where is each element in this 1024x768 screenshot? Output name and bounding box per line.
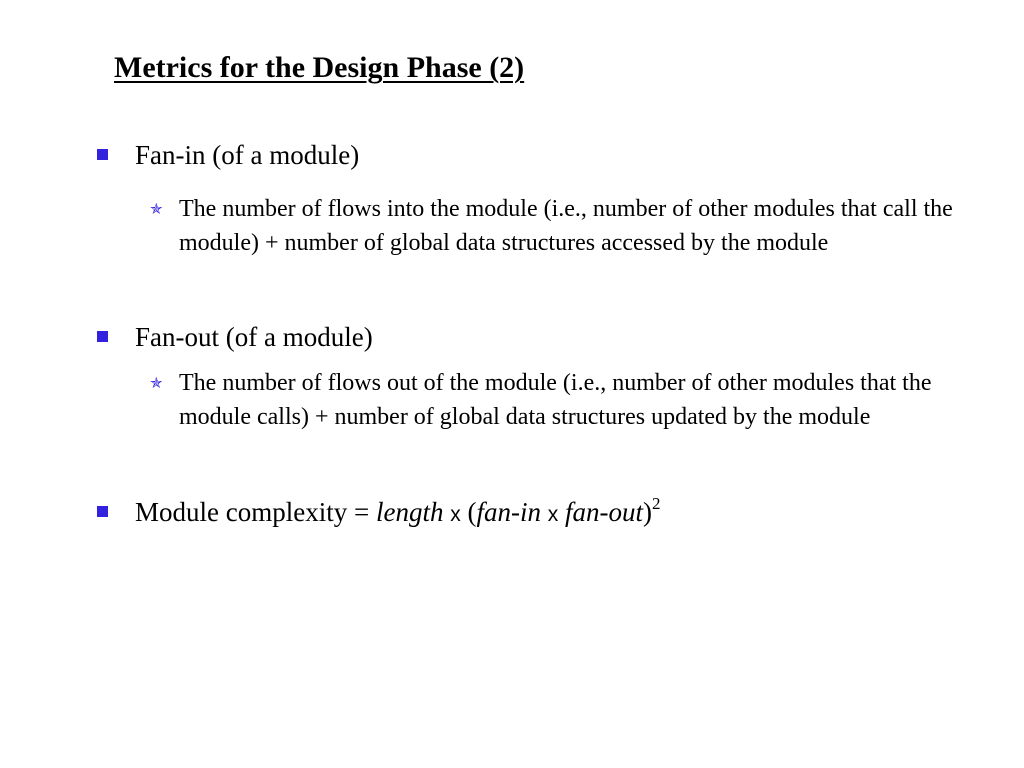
sub-bullet-fan-out xyxy=(150,366,970,434)
formula-open-paren: ( xyxy=(467,497,477,527)
star-bullet-icon: ✯ xyxy=(150,200,163,218)
formula-length: length xyxy=(375,497,444,527)
sub-bullet-text: The number of flows into the module (i.e., number of other modules that call the module) + number of global data structures accessed by the module xyxy=(179,196,953,256)
bullet-label: Fan-out (of a module) xyxy=(135,322,373,352)
square-bullet-icon xyxy=(97,331,108,342)
formula-times: x xyxy=(450,503,461,526)
formula-exponent: 2 xyxy=(651,494,661,513)
formula-fan-in: fan-in xyxy=(476,497,541,527)
bullet-label: Fan-in (of a module) xyxy=(135,140,360,170)
formula xyxy=(135,495,660,532)
formula-close-paren: ) xyxy=(642,497,652,527)
square-bullet-icon xyxy=(97,506,108,517)
slide-title: Metrics for the Design Phase (2) xyxy=(114,51,525,84)
formula-prefix: Module complexity = xyxy=(135,497,376,527)
star-bullet-icon: ✯ xyxy=(150,374,163,392)
square-bullet-icon xyxy=(97,149,108,160)
formula-times: x xyxy=(547,503,559,526)
formula-fan-out: fan-out xyxy=(564,497,643,527)
sub-bullet-text: The number of flows out of the module (i.e., number of other modules that the module calls) + number of global data structures updated by the module xyxy=(179,370,932,430)
sub-bullet-fan-in xyxy=(150,192,970,260)
